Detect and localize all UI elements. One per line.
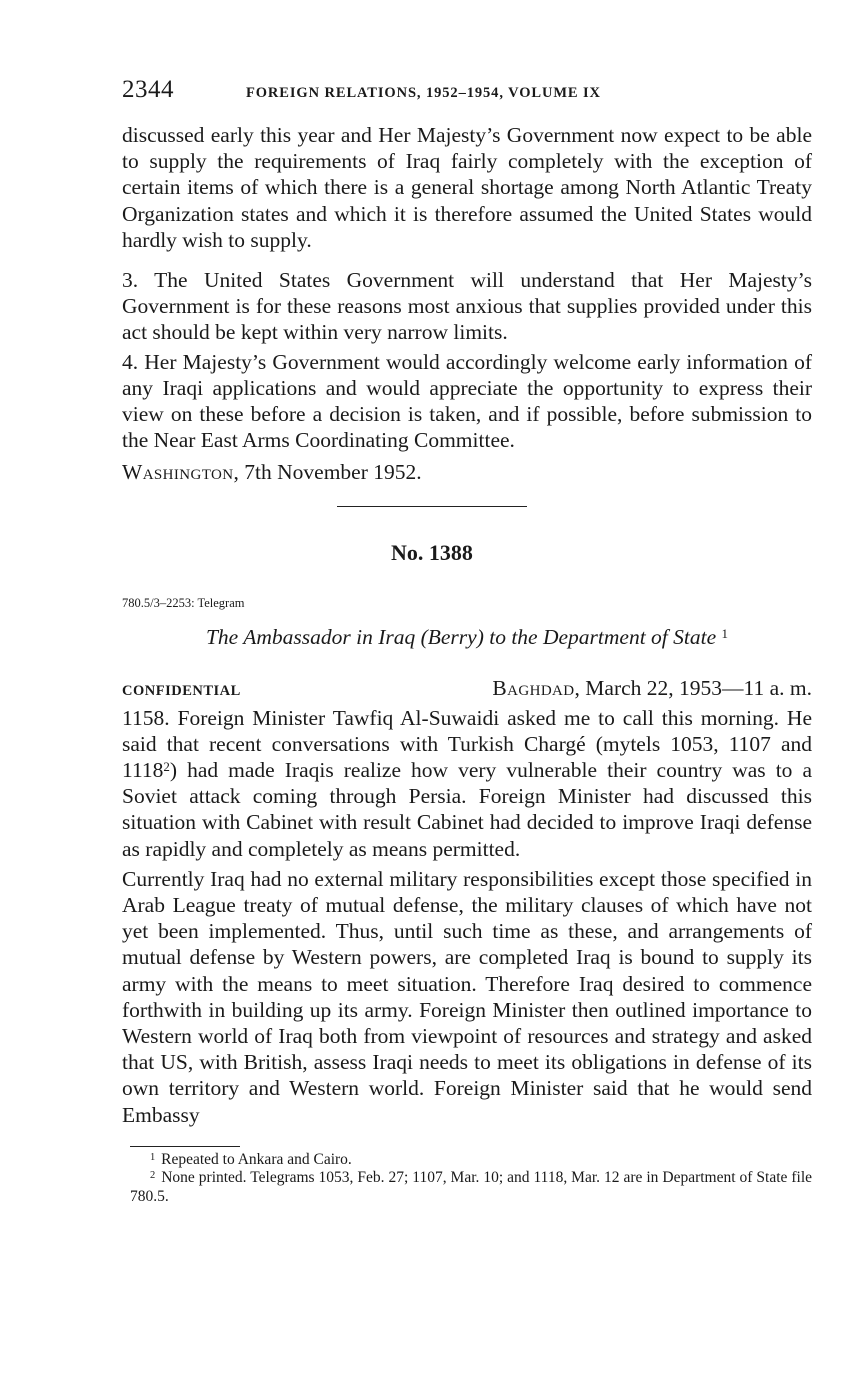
paragraph-1-text-b: ) had made Iraqis realize how very vulnerable their country was to a Soviet attack coming through Persia. Foreign Minister had discussed this situation with Cabinet with result Cabinet had decided to improve Iraqi defense as rapidly and completely as means permitted. <box>122 758 812 861</box>
closing-dateline <box>122 459 812 485</box>
document-heading-text: The Ambassador in Iraq (Berry) to the Department of State <box>205 624 717 649</box>
running-head <box>122 76 812 108</box>
document-heading <box>122 625 812 650</box>
document-number: No. 1388 <box>391 539 473 565</box>
paragraph-3: 3. The United States Government will understand that Her Majesty’s Government is for these reasons most anxious that supplies provided under this act should be kept within very narrow limits. <box>122 268 812 345</box>
footnote-2-text: None printed. Telegrams 1053, Feb. 27; 1107, Mar. 10; and 1118, Mar. 12 are in Department of State file 780.5. <box>130 1169 813 1205</box>
running-title: FOREIGN RELATIONS, 1952–1954, VOLUME IX <box>246 85 601 101</box>
footnote-2 <box>122 1169 812 1206</box>
place: Baghdad <box>492 675 575 700</box>
date: , March 22, 1953—11 a. m. <box>574 675 812 700</box>
telegram-paragraph-1 <box>122 705 812 862</box>
classification: CONFIDENTIAL <box>122 682 241 699</box>
footnote-1 <box>122 1151 812 1170</box>
dateline <box>122 676 812 701</box>
footnotes <box>122 1151 812 1207</box>
closing-date: , 7th November 1952. <box>233 460 422 485</box>
page-number: 2344 <box>122 76 174 103</box>
paragraph-1-text-a: 1158. Foreign Minister Tawfiq Al-Suwaidi asked me to call this morning. He said that recent conversations with Turkish Chargé (mytels 1053, 1107 and 1118 <box>122 705 812 783</box>
footnote-1-text: Repeated to Ankara and Cairo. <box>161 1150 352 1168</box>
footnote-divider <box>130 1146 240 1147</box>
footnote-1-mark: 1 <box>150 1151 156 1163</box>
telegram-paragraph-2: Currently Iraq had no external military responsibilities except those specified in Arab League treaty of mutual defense, the military clauses of which have not yet been implemented. Thus, until such time as these, and arrangements of mutual defense by Western powers, are completed Iraq is bound to supply its army with the means to meet situation. Therefore Iraq desired to commence forthwith in building up its army. Foreign Minister then outlined importance to Western world of Iraq both from viewpoint of resources and strategy and asked that US, with British, assess Iraqi needs to meet its obligations in defense of its own territory and Western world. Foreign Minister said that he would send Embassy <box>122 866 812 1127</box>
document-page <box>122 76 812 1206</box>
continuation-paragraph: discussed early this year and Her Majesty’s Government now expect to be able to supply the requirements of Iraq fairly completely with the exception of certain items of which there is a general shortage among North Atlantic Treaty Organization states and which it is therefore assumed the United States would hardly wish to supply. <box>122 123 812 252</box>
file-reference: 780.5/3–2253: Telegram <box>122 595 245 610</box>
section-divider <box>337 506 527 507</box>
paragraph-4: 4. Her Majesty’s Government would accordingly welcome early information of any Iraqi applications and would appreciate the opportunity to express their view on these before a decision is taken, and if possible, before submission to the Near East Arms Coordinating Committee. <box>122 349 812 453</box>
footnote-mark-2: 2 <box>163 759 170 775</box>
closing-place: Washington <box>122 460 234 485</box>
footnote-2-mark: 2 <box>150 1170 156 1182</box>
footnote-mark-1: 1 <box>721 625 729 641</box>
place-and-date <box>492 676 812 701</box>
